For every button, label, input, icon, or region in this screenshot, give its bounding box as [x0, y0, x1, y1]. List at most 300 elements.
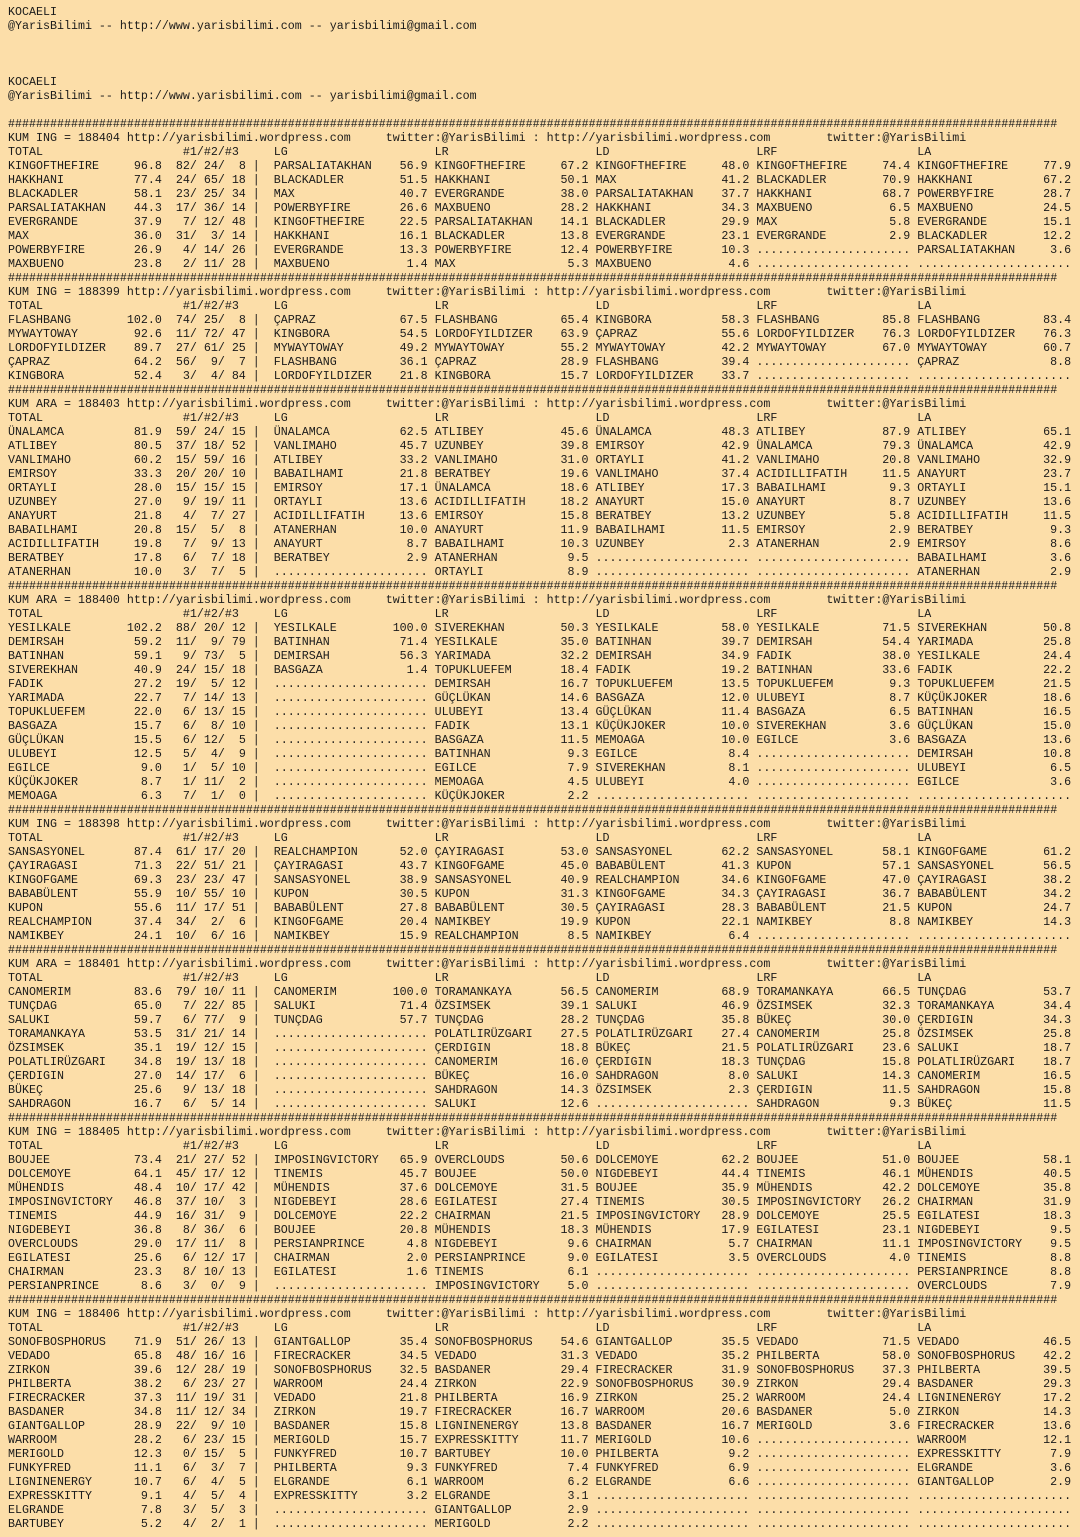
la-cell: [917, 1405, 1071, 1419]
la-name: VEDADO: [917, 1335, 960, 1349]
horse-name: NIGDEBEYI: [8, 1223, 71, 1237]
slash-divider: [190, 733, 197, 747]
ld-score: 10.6: [721, 1433, 750, 1447]
lrf-cell: [756, 509, 910, 523]
header-line: KOCAELI: [8, 5, 57, 19]
lg-cell: [274, 1489, 428, 1503]
lg-name: EXPRESSKITTY: [273, 1489, 358, 1503]
column-divider: [246, 649, 274, 663]
lr-name: SALUKI: [434, 1097, 477, 1111]
third-count: 27: [231, 1377, 246, 1391]
la-cell: [917, 243, 1071, 257]
total-score: 12.5: [133, 747, 162, 761]
ld-cell: [596, 1335, 750, 1349]
third-count: 9: [238, 747, 246, 761]
la-score: 42.2: [1043, 1349, 1072, 1363]
la-cell: [917, 1489, 1071, 1503]
second-count: 25: [203, 313, 218, 327]
blog-link[interactable]: http://yarisbilimi.wordpress.com: [126, 957, 351, 971]
lrf-score: 14.3: [882, 1069, 911, 1083]
lg-score: 100.0: [392, 985, 428, 999]
twitter-link[interactable]: twitter:@YarisBilimi: [826, 1125, 967, 1139]
slash-divider: [218, 719, 225, 733]
lr-score: 5.3: [567, 257, 589, 271]
table-row: [8, 173, 1080, 187]
lg-name: PERSIANPRINCE: [273, 1237, 365, 1251]
ld-score: 44.4: [721, 1167, 750, 1181]
ld-score: 41.3: [721, 859, 750, 873]
ld-cell: [596, 243, 750, 257]
first-count: 9: [182, 1083, 190, 1097]
ld-name: ÇAPRAZ: [595, 327, 638, 341]
empty-cell: ......................: [756, 551, 911, 565]
ld-name: WARROOM: [595, 1405, 645, 1419]
blog-link[interactable]: http://yarisbilimi.wordpress.com: [126, 1125, 351, 1139]
slash-divider: [218, 1433, 225, 1447]
column-divider: [246, 1195, 274, 1209]
third-count: 1: [238, 1517, 246, 1531]
slash-divider: [190, 1251, 197, 1265]
ld-name: EMIRSOY: [595, 439, 645, 453]
blog-link[interactable]: http://yarisbilimi.wordpress.com: [126, 817, 351, 831]
column-divider: [246, 887, 274, 901]
ld-score: 39.7: [721, 635, 750, 649]
lrf-score: 25.8: [882, 1027, 911, 1041]
twitter-link[interactable]: twitter:@YarisBilimi: [826, 957, 967, 971]
lr-cell: [435, 887, 589, 901]
table-row: [8, 1209, 1080, 1223]
ld-name: MYWAYTOWAY: [595, 341, 666, 355]
lr-score: 28.2: [560, 1013, 589, 1027]
lr-cell: [435, 1363, 589, 1377]
twitter-link[interactable]: twitter:@YarisBilimi: [385, 817, 526, 831]
ld-name: BABABÜLENT: [595, 859, 666, 873]
slash-divider: [190, 1349, 197, 1363]
lr-score: 29.4: [560, 1363, 589, 1377]
lg-name: HAKKHANI: [273, 229, 330, 243]
horse-name: ÜNALAMCA: [8, 425, 64, 439]
la-score: 32.9: [1043, 453, 1072, 467]
table-row: [8, 1013, 1080, 1027]
empty-cell: ......................: [756, 369, 911, 383]
horse-name: YARIMADA: [8, 691, 64, 705]
la-name: WARROOM: [917, 1433, 967, 1447]
horse-name: BÜKEÇ: [8, 1083, 43, 1097]
twitter-link[interactable]: twitter:@YarisBilimi: [385, 957, 526, 971]
lr-name: ÜNALAMCA: [434, 481, 491, 495]
lr-score: 45.0: [560, 859, 589, 873]
blog-link[interactable]: http://yarisbilimi.wordpress.com: [546, 131, 771, 145]
ld-name: MEMOAGA: [595, 733, 645, 747]
la-name: MAXBUENO: [917, 201, 974, 215]
la-cell: [917, 1237, 1071, 1251]
lr-score: 19.6: [560, 467, 589, 481]
lr-name: ÇERDIGIN: [434, 1041, 491, 1055]
lr-score: 10.3: [560, 537, 589, 551]
second-count: 16: [203, 1349, 218, 1363]
lrf-name: BLACKADLER: [756, 173, 827, 187]
third-count: 47: [231, 873, 246, 887]
second-count: 13: [203, 1055, 218, 1069]
lr-name: ACIDILLIFATIH: [434, 495, 526, 509]
lr-name: ZIRKON: [434, 1377, 477, 1391]
ld-name: ULUBEYI: [595, 775, 645, 789]
lg-score: 67.5: [399, 313, 428, 327]
slash-divider: [190, 621, 197, 635]
lr-name: MAX: [434, 257, 456, 271]
ld-cell: [596, 1349, 750, 1363]
la-score: 25.8: [1043, 635, 1072, 649]
la-cell: [917, 1251, 1071, 1265]
lr-name: BATINHAN: [434, 747, 491, 761]
column-divider: [246, 257, 274, 271]
lr-name: BABAILHAMI: [434, 537, 505, 551]
second-count: 12: [203, 1405, 218, 1419]
twitter-link[interactable]: twitter:@YarisBilimi: [826, 131, 967, 145]
la-cell: [917, 369, 1071, 383]
total-score: 36.0: [133, 229, 162, 243]
ld-score: 11.4: [721, 705, 750, 719]
race-title: KUM ARA = 188403: [8, 397, 120, 411]
second-count: 5: [210, 1097, 218, 1111]
ld-cell: [596, 985, 750, 999]
lr-score: 13.8: [560, 229, 589, 243]
horse-name: CANOMERIM: [8, 985, 71, 999]
separator: :: [532, 957, 540, 971]
twitter-link[interactable]: twitter:@YarisBilimi: [826, 593, 967, 607]
lr-score: 12.6: [560, 1097, 589, 1111]
blog-link[interactable]: http://yarisbilimi.wordpress.com: [546, 957, 771, 971]
lg-name: MAXBUENO: [273, 257, 330, 271]
horse-name: MYWAYTOWAY: [8, 327, 78, 341]
slash-divider: [190, 425, 197, 439]
column-header: [8, 1321, 1080, 1335]
second-count: 14: [203, 691, 218, 705]
col-la-label: LA: [917, 299, 932, 313]
lr-cell: [435, 1055, 589, 1069]
la-name: KUPON: [917, 901, 953, 915]
table-row: [8, 691, 1080, 705]
lg-name: EMIRSOY: [273, 481, 323, 495]
la-cell: [917, 173, 1071, 187]
lrf-name: FADIK: [756, 649, 792, 663]
table-row: [8, 887, 1080, 901]
third-count: 11: [231, 985, 246, 999]
twitter-link[interactable]: twitter:@YarisBilimi: [385, 285, 526, 299]
first-count: 4: [182, 1517, 190, 1531]
ld-score: 9.2: [728, 1447, 750, 1461]
la-name: TINEMIS: [917, 1251, 967, 1265]
table-row: [8, 775, 1080, 789]
third-count: 14: [231, 229, 246, 243]
total-score: 89.7: [133, 341, 162, 355]
total-score: 16.7: [133, 1097, 162, 1111]
la-score: 8.8: [1050, 1251, 1072, 1265]
column-divider: [246, 733, 274, 747]
table-row: [8, 1097, 1080, 1111]
lg-cell: [274, 1475, 428, 1489]
empty-cell: ......................: [917, 369, 1072, 383]
col-lr-label: LR: [434, 299, 449, 313]
blog-link[interactable]: http://yarisbilimi.wordpress.com: [546, 817, 771, 831]
lg-name: ELGRANDE: [273, 1475, 330, 1489]
column-divider: [246, 551, 274, 565]
lg-cell: [274, 565, 428, 579]
ld-score: 42.9: [721, 439, 750, 453]
blog-link[interactable]: http://yarisbilimi.wordpress.com: [546, 285, 771, 299]
lg-score: 45.7: [399, 1167, 428, 1181]
lrf-name: ZIRKON: [756, 1377, 799, 1391]
lrf-cell: [756, 201, 910, 215]
lg-cell: [274, 1405, 428, 1419]
table-row: [8, 369, 1080, 383]
horse-name: TORAMANKAYA: [8, 1027, 85, 1041]
third-count: 18: [231, 173, 246, 187]
blog-link[interactable]: http://yarisbilimi.wordpress.com: [546, 593, 771, 607]
lr-cell: [435, 845, 589, 859]
column-divider: [246, 229, 274, 243]
slash-divider: [190, 537, 197, 551]
table-row: [8, 1027, 1080, 1041]
la-score: 9.5: [1050, 1237, 1072, 1251]
lr-cell: [435, 1251, 589, 1265]
col-ld-label: LD: [595, 1139, 610, 1153]
second-count: 15: [203, 1447, 218, 1461]
total-score: 83.6: [133, 985, 162, 999]
ld-cell: [596, 453, 750, 467]
lr-cell: [435, 1181, 589, 1195]
ld-name: CANOMERIM: [595, 985, 659, 999]
second-count: 65: [203, 173, 218, 187]
lr-cell: [435, 775, 589, 789]
col-lg-label: LG: [273, 607, 288, 621]
lr-name: ELGRANDE: [434, 1489, 491, 1503]
twitter-link[interactable]: twitter:@YarisBilimi: [385, 593, 526, 607]
blog-link[interactable]: http://yarisbilimi.wordpress.com: [126, 1307, 351, 1321]
la-score: 50.8: [1043, 621, 1072, 635]
blog-link[interactable]: http://yarisbilimi.wordpress.com: [126, 285, 351, 299]
second-count: 31: [203, 1209, 218, 1223]
slash-divider: [190, 257, 197, 271]
twitter-link[interactable]: twitter:@YarisBilimi: [385, 1307, 526, 1321]
lrf-name: DOLCEMOYE: [756, 1209, 820, 1223]
lr-score: 10.0: [560, 1447, 589, 1461]
ld-score: 23.1: [721, 229, 750, 243]
slash-divider: [190, 1489, 197, 1503]
third-count: 5: [238, 649, 246, 663]
slash-divider: [218, 1083, 225, 1097]
lg-name: WARROOM: [273, 1377, 323, 1391]
lr-score: 2.9: [567, 1503, 589, 1517]
lr-name: YARIMADA: [434, 649, 491, 663]
ld-cell: [596, 523, 750, 537]
empty-cell: ......................: [273, 705, 428, 719]
first-count: 6: [182, 1013, 190, 1027]
col-lr-label: LR: [434, 1321, 449, 1335]
twitter-link[interactable]: twitter:@YarisBilimi: [826, 817, 967, 831]
third-count: 20: [231, 845, 246, 859]
column-divider: [246, 1489, 274, 1503]
la-name: BATINHAN: [917, 705, 974, 719]
la-name: ATLIBEY: [917, 425, 967, 439]
blog-link[interactable]: http://yarisbilimi.wordpress.com: [546, 1307, 771, 1321]
slash-divider: [218, 1503, 225, 1517]
la-cell: [917, 551, 1071, 565]
ld-name: POLATLIRÜZGARI: [595, 1027, 694, 1041]
slash-divider: [190, 761, 197, 775]
first-count: 6: [182, 1377, 190, 1391]
column-divider: [246, 719, 274, 733]
la-cell: [917, 215, 1071, 229]
total-score: 34.8: [133, 1055, 162, 1069]
total-score: 20.8: [133, 523, 162, 537]
first-count: 0: [182, 1447, 190, 1461]
twitter-link[interactable]: twitter:@YarisBilimi: [385, 131, 526, 145]
lg-name: SONOFBOSPHORUS: [273, 1363, 372, 1377]
col-lrf-label: LRF: [756, 411, 778, 425]
lg-cell: [274, 173, 428, 187]
ld-score: 2.3: [728, 1083, 750, 1097]
lr-score: 14.3: [560, 1083, 589, 1097]
horse-name: CHAIRMAN: [8, 1265, 64, 1279]
lr-score: 12.4: [560, 243, 589, 257]
lr-score: 4.5: [567, 775, 589, 789]
la-name: ORTAYLI: [917, 481, 967, 495]
lg-score: 1.4: [406, 257, 428, 271]
lg-cell: [274, 985, 428, 999]
total-score: 59.2: [133, 635, 162, 649]
race-title: KUM ARA = 188400: [8, 593, 120, 607]
hash-divider: ######################################################################################################################################################: [8, 579, 1058, 593]
lr-score: 9.3: [567, 747, 589, 761]
column-divider: [246, 1251, 274, 1265]
horse-name: DEMIRSAH: [8, 635, 64, 649]
twitter-link[interactable]: twitter:@YarisBilimi: [826, 1307, 967, 1321]
second-count: 2: [210, 1517, 218, 1531]
lg-name: BABAILHAMI: [273, 467, 344, 481]
blog-link[interactable]: http://yarisbilimi.wordpress.com: [546, 397, 771, 411]
lg-name: KUPON: [273, 887, 309, 901]
second-count: 1: [210, 789, 218, 803]
lg-cell: [274, 1013, 428, 1027]
twitter-link[interactable]: twitter:@YarisBilimi: [826, 397, 967, 411]
slash-divider: [218, 1223, 225, 1237]
first-count: 4: [182, 509, 190, 523]
la-score: 34.3: [1043, 1013, 1072, 1027]
twitter-link[interactable]: twitter:@YarisBilimi: [385, 397, 526, 411]
ld-cell: [596, 635, 750, 649]
column-divider: [246, 1223, 274, 1237]
lg-name: BOUJEE: [273, 1223, 316, 1237]
lrf-cell: [756, 1419, 910, 1433]
total-score: 12.3: [133, 1447, 162, 1461]
column-divider: [246, 1419, 274, 1433]
la-name: KÜÇÜKJOKER: [917, 691, 988, 705]
ld-cell: [596, 355, 750, 369]
column-divider: [246, 1265, 274, 1279]
ld-cell: [596, 509, 750, 523]
lg-score: 21.8: [399, 369, 428, 383]
ld-name: ZIRKON: [595, 1391, 638, 1405]
ld-name: SANSASYONEL: [595, 845, 673, 859]
la-score: 16.5: [1043, 705, 1072, 719]
lg-name: KINGBORA: [273, 327, 330, 341]
lg-cell: [274, 1363, 428, 1377]
la-name: BOUJEE: [917, 1153, 960, 1167]
slash-divider: [218, 1041, 225, 1055]
lrf-cell: [756, 481, 910, 495]
third-count: 15: [231, 1433, 246, 1447]
la-name: EGILCE: [917, 775, 960, 789]
blog-link[interactable]: http://yarisbilimi.wordpress.com: [126, 397, 351, 411]
lr-name: OVERCLOUDS: [434, 1153, 505, 1167]
la-score: 8.8: [1050, 1265, 1072, 1279]
ld-score: 6.4: [728, 929, 750, 943]
lr-score: 31.3: [560, 887, 589, 901]
slash-divider: [218, 873, 225, 887]
blog-link[interactable]: http://yarisbilimi.wordpress.com: [126, 593, 351, 607]
table-row: [8, 537, 1080, 551]
ld-cell: [596, 845, 750, 859]
la-cell: [917, 663, 1071, 677]
column-divider: [246, 1181, 274, 1195]
la-cell: [917, 1083, 1071, 1097]
ld-cell: [596, 439, 750, 453]
first-count: 7: [182, 789, 190, 803]
lr-name: ÇAPRAZ: [434, 355, 477, 369]
lrf-name: LORDOFYILDIZER: [756, 327, 855, 341]
la-name: PHILBERTA: [917, 1363, 981, 1377]
twitter-link[interactable]: twitter:@YarisBilimi: [385, 1125, 526, 1139]
horse-name: ÇAYIRAGASI: [8, 859, 78, 873]
total-score: 33.3: [133, 467, 162, 481]
slash-divider: [218, 859, 225, 873]
col-la-label: LA: [917, 1321, 932, 1335]
ld-name: ÇAYIRAGASI: [595, 901, 666, 915]
ld-name: UZUNBEY: [595, 537, 645, 551]
lg-cell: [274, 663, 428, 677]
la-cell: [917, 1377, 1071, 1391]
separator: :: [532, 593, 540, 607]
lg-name: NIGDEBEYI: [273, 1195, 337, 1209]
empty-cell: ......................: [756, 1489, 911, 1503]
column-divider: [246, 859, 274, 873]
lg-name: FLASHBANG: [273, 355, 337, 369]
lg-cell: [274, 859, 428, 873]
lrf-cell: [756, 1181, 910, 1195]
ld-score: 16.7: [721, 1419, 750, 1433]
separator: :: [532, 817, 540, 831]
total-score: 23.8: [133, 257, 162, 271]
slash-divider: [190, 691, 197, 705]
table-row: [8, 1251, 1080, 1265]
slash-divider: [190, 1055, 197, 1069]
ld-score: 8.4: [728, 747, 750, 761]
lrf-cell: [756, 341, 910, 355]
blog-link[interactable]: http://yarisbilimi.wordpress.com: [126, 131, 351, 145]
horse-name: IMPOSINGVICTORY: [8, 1195, 113, 1209]
lrf-cell: [756, 1503, 910, 1517]
lr-cell: [435, 1447, 589, 1461]
slash-divider: [218, 1195, 225, 1209]
ld-name: ATLIBEY: [595, 481, 645, 495]
lg-score: 16.1: [399, 229, 428, 243]
lrf-name: FLASHBANG: [756, 313, 820, 327]
twitter-link[interactable]: twitter:@YarisBilimi: [826, 285, 967, 299]
slash-divider: [190, 1335, 197, 1349]
ld-score: 30.9: [721, 1377, 750, 1391]
blog-link[interactable]: http://yarisbilimi.wordpress.com: [546, 1125, 771, 1139]
